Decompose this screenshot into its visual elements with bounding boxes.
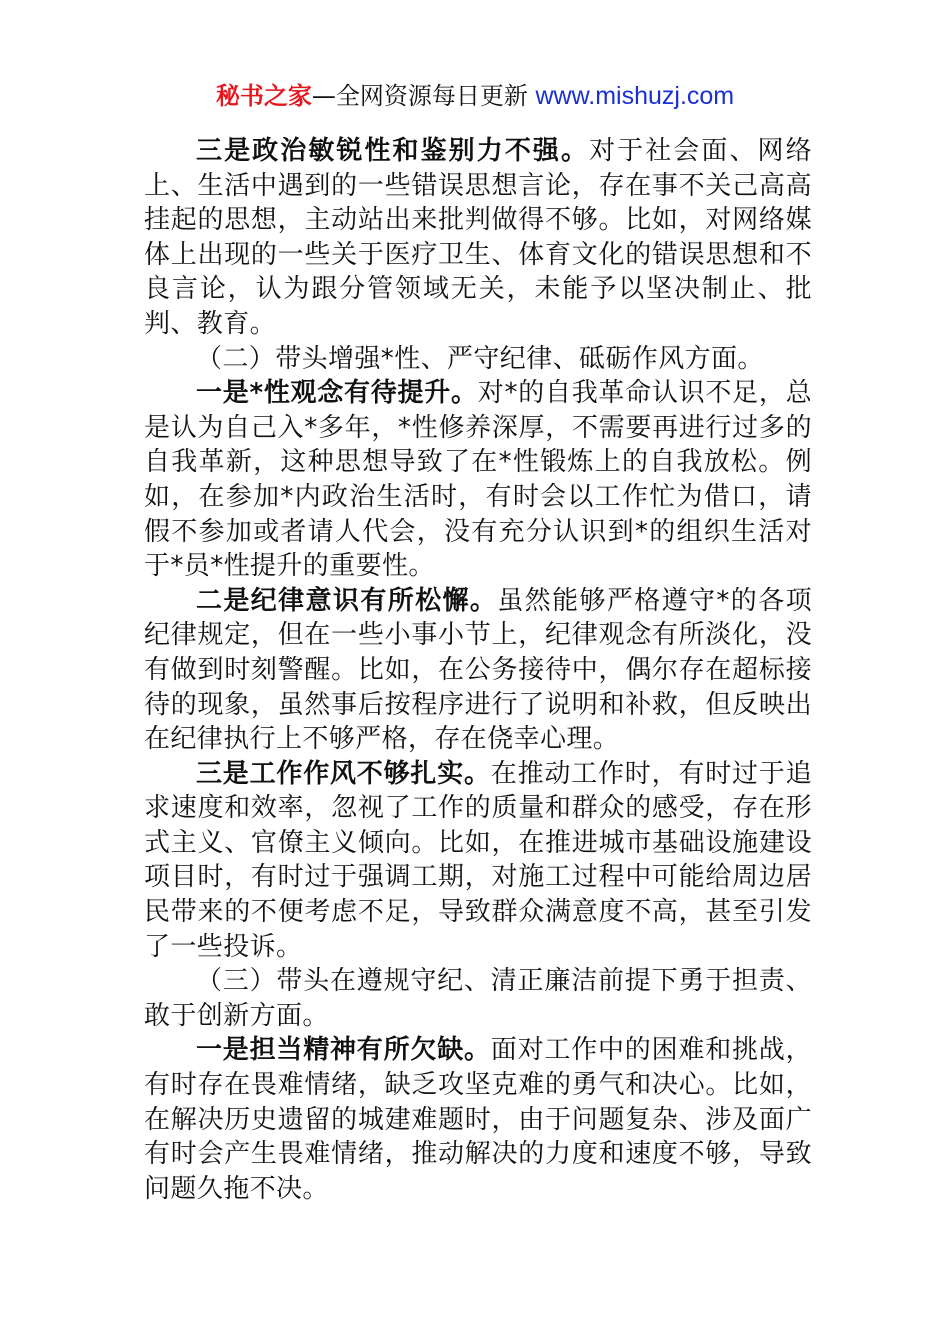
paragraph-text: 虽然能够严格遵守*的各项纪律规定，但在一些小事小节上，纪律观念有所淡化，没有做到时刻警醒。比如，在公务接待中，偶尔存在超标接待的现象，虽然事后按程序进行了说明和补救，但反映出在纪律执行上不够严格，存在侥幸心理。 bbox=[144, 585, 812, 755]
paragraph-lead: 二是纪律意识有所松懈。 bbox=[196, 585, 498, 616]
paragraph-discipline bbox=[144, 584, 812, 757]
paragraph-lead: 三是工作作风不够扎实。 bbox=[196, 758, 491, 789]
page-header bbox=[0, 80, 950, 112]
header-tagline: —全网资源每日更新 bbox=[311, 82, 528, 110]
paragraph-text: 对于社会面、网络上、生活中遇到的一些错误思想言论，存在事不关己高高挂起的思想，主动站出来批判做得不够。比如，对网络媒体上出现的一些关于医疗卫生、体育文化的错误思想和不良言论，认为跟分管领域无关，未能予以坚决制止、批判、教育。 bbox=[144, 136, 812, 339]
brand-name: 秘书之家 bbox=[215, 82, 312, 110]
section-heading-text: （二）带头增强*性、严守纪律、砥砺作风方面。 bbox=[196, 343, 764, 374]
site-url-link[interactable]: www.mishuzj.com bbox=[535, 82, 735, 110]
paragraph-lead: 一是担当精神有所欠缺。 bbox=[196, 1035, 491, 1066]
section-heading-2 bbox=[144, 342, 812, 377]
paragraph-party-spirit bbox=[144, 376, 812, 584]
paragraph-lead: 三是政治敏锐性和鉴别力不强。 bbox=[196, 136, 590, 166]
paragraph-text: 面对工作中的困难和挑战，有时存在畏难情绪，缺乏攻坚克难的勇气和决心。比如，在解决历史遗留的城建难题时，由于问题复杂、涉及面广有时会产生畏难情绪，推动解决的力度和速度不够，导致问题久拖不决。 bbox=[144, 1035, 812, 1204]
paragraph-work-style bbox=[144, 757, 812, 965]
paragraph-text: 对*的自我革命认识不足，总是认为自己入*多年，*性修养深厚，不需要再进行过多的自我革新，这种思想导致了在*性锻炼上的自我放松。例如，在参加*内政治生活时，有时会以工作忙为借口，请假不参加或者请人代会，没有充分认识到*的组织生活对于*员*性提升的重要性。 bbox=[144, 378, 813, 582]
document-body bbox=[144, 134, 812, 1206]
section-heading-text: （三）带头在遵规守纪、清正廉洁前提下勇于担责、敢于创新方面。 bbox=[144, 966, 812, 1031]
section-heading-3 bbox=[144, 964, 812, 1033]
paragraph-political-sensitivity bbox=[144, 134, 812, 342]
paragraph-lead: 一是*性观念有待提升。 bbox=[196, 378, 478, 409]
paragraph-text: 在推动工作时，有时过于追求速度和效率，忽视了工作的质量和群众的感受，存在形式主义、官僚主义倾向。比如，在推进城市基础设施建设项目时，有时过于强调工期，对施工过程中可能给周边居民带来的不便考虑不足，导致群众满意度不高，甚至引发了一些投诉。 bbox=[144, 758, 812, 962]
paragraph-responsibility bbox=[144, 1033, 812, 1206]
